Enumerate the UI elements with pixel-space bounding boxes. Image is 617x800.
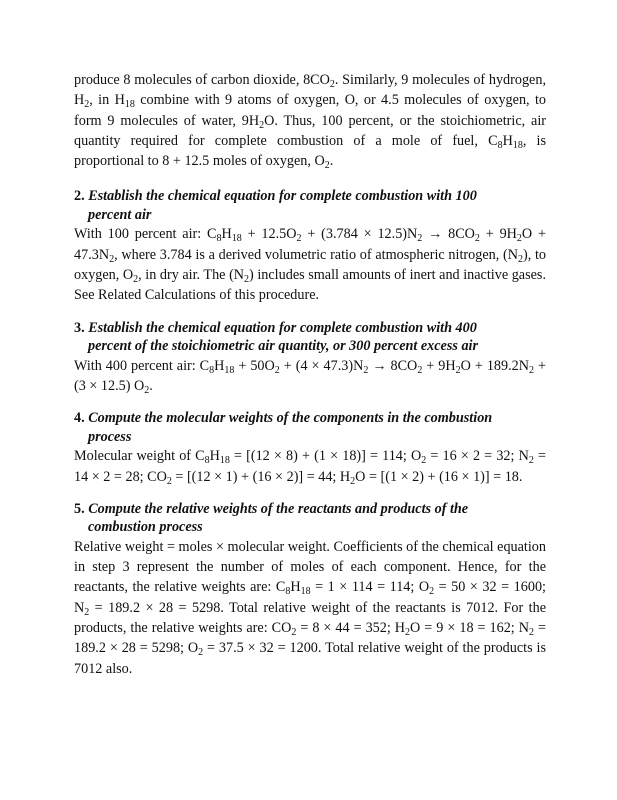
step-3-section (74, 319, 546, 397)
step-2-section (74, 187, 546, 305)
step-3-body: With 400 percent air: $C_8H_{18} + 50O_2 + (4 \times 47.3)N_2 \to 8CO_2 + 9H_2O + 189.2N_2 + (3 \times 12.5)$ $O_2$. (74, 357, 546, 396)
intro-paragraph: produce 8 molecules of carbon dioxide, $8CO_2$. Similarly, 9 molecules of hydrogen, $H_2$, in $H_{18}$ combine with 9 atoms of oxygen, O, or 4.5 molecules of oxygen, to form 9 molecules of water, $9H_2O$. Thus, 100 percent, or the stoichiometric, air quantity required for complete combustion of a mole of fuel, $C_8H_{18}$, is proportional to 8 + 12.5 moles of oxygen, $O_2$. (74, 72, 546, 172)
step-4-heading: 4. Compute the molecular weights of the components in the combustion process (74, 410, 493, 445)
step-2-heading: 2. Establish the chemical equation for complete combustion with 100 percent air (74, 188, 477, 223)
step-5-heading: 5. Compute the relative weights of the reactants and products of the combustion process (74, 500, 469, 536)
step-4-body: Molecular weight of $C_8H_{18} = [(12 \times 8) + (1 \times 18)] = 114$; $O_2 = 16 \times 2 = 32$; $N_2 = 14 \times 2 = 28$; $CO_2 = [(12 \times 1) + (16 \times 2)] = 44$; $H_2O = [(1 \times 2) + (16 \times 1)] = 18$. (74, 448, 546, 487)
step-4-section (74, 409, 546, 487)
step-3-heading: 3. Establish the chemical equation for complete combustion with 400 percent of the stoichiometric air quantity, or 300 percent excess air (74, 319, 478, 355)
page-content (74, 70, 546, 679)
step-2-body: With 100 percent air: $C_8H_{18} + 12.5O_2 + (3.784 \times 12.5)N_2 \to 8CO_2 + 9H_2O + 47.3N_2$, where 3.784 is a derived volumetric ratio of atmospheric nitrogen, $(N_2)$, to oxygen, $O_2$, in dry air. The $(N_2)$ includes small amounts of inert and inactive gases. See Related Calculations of this procedure. (74, 226, 547, 304)
step-5-section (74, 500, 546, 679)
step-5-body: Relative weight = moles × molecular weight. Coefficients of the chemical equation in step 3 represent the number of moles of each component. Hence, for the reactants, the relative weights are: $C_8H_{18} = 1 \times 114 = 114$; $O_2 = 50 \times 32 = 1600$; $N_2 = 189.2 \times 28 = 5298$. Total relative weight of the reactants is 7012. For the products, the relative weights are: $CO_2 = 8 \times 44 = 352$; $H_2O = 9 \times 18 = 162$; $N_2 = 189.2 \times 28 = 5298$; $O_2 = 37.5 \times 32 = 1200$. Total relative weight of the products is 7012 also. (74, 538, 546, 677)
